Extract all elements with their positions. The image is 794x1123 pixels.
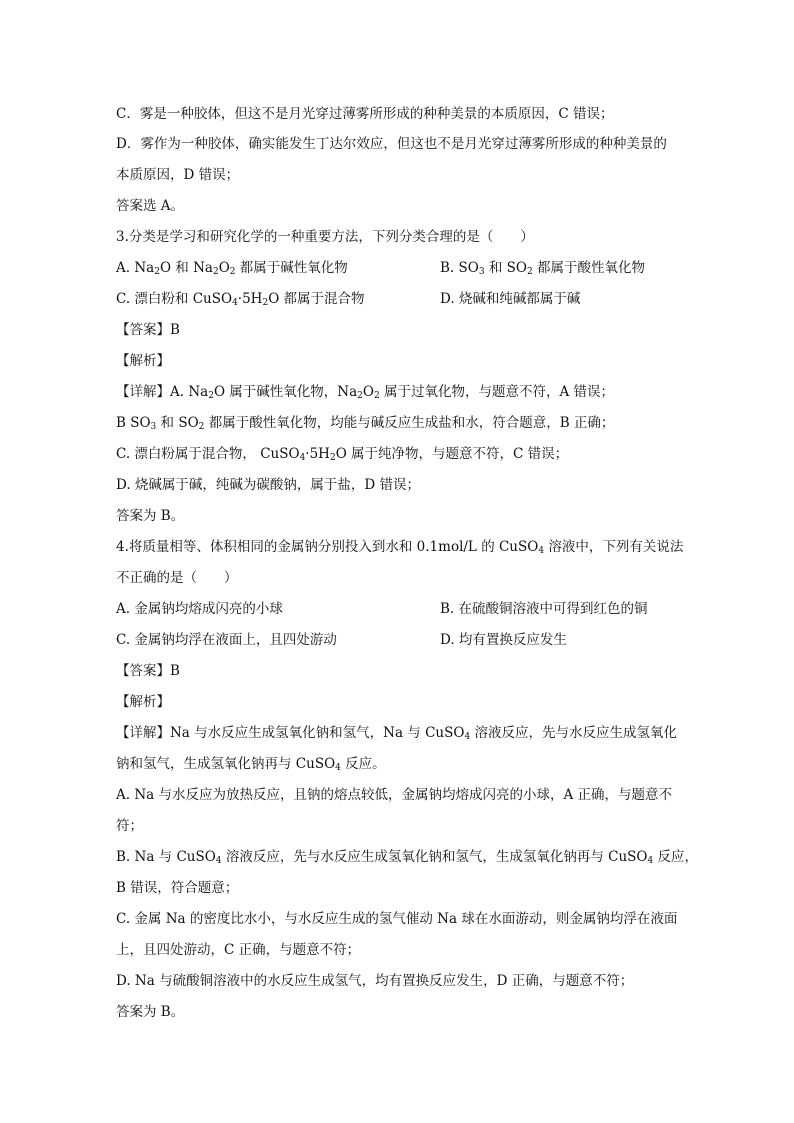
q4-detail-cont: 钠和氢气，生成氢氧化钠再与 CuSO$_4$ 反应。 bbox=[116, 756, 386, 773]
q4-option-a: A. 金属钠均熔成闪亮的小球 bbox=[116, 601, 283, 617]
q4-detail: 【详解】Na 与水反应生成氢氧化钠和氢气，Na 与 CuSO$_4$ 溶液反应，先与水反应生成氢氧化 bbox=[116, 725, 677, 742]
q3-analysis-tag: 【解析】 bbox=[116, 353, 170, 369]
q3-detail-b: B $SO_3$ 和 $SO_2$ 都属于酸性氧化物，均能与碱反应生成盐和水，符合题意，B 正确； bbox=[116, 415, 615, 432]
q4-analysis-tag: 【解析】 bbox=[116, 694, 170, 710]
q4-analysis-a: A. Na 与水反应为放热反应，且钠的熔点较低，金属钠均熔成闪亮的小球，A 正确，与题意不 bbox=[116, 787, 673, 803]
q4-stem-cont: 不正确的是（ ） bbox=[116, 570, 238, 586]
q3-option-d: D. 烧碱和纯碱都属于碱 bbox=[440, 291, 581, 307]
q4-conclusion: 答案为 B。 bbox=[116, 1004, 185, 1020]
prev-option-d-analysis-cont: 本质原因，D 错误； bbox=[116, 167, 240, 183]
q3-option-b: B. $SO_3$ 和 $SO_2$ 都属于酸性氧化物 bbox=[440, 260, 645, 277]
q3-conclusion: 答案为 B。 bbox=[116, 508, 185, 524]
q4-analysis-c-cont: 上，且四处游动，C 正确，与题意不符； bbox=[116, 942, 361, 958]
q4-stem: 4.将质量相等、体积相同的金属钠分别投入到水和 0.1mol/L 的 CuSO$_4$ 溶液中，下列有关说法 bbox=[116, 539, 684, 556]
prev-option-d-analysis: D．雾作为一种胶体，确实能发生丁达尔效应，但这也不是月光穿过薄雾所形成的种种美景的 bbox=[116, 136, 667, 152]
q3-option-c: C. 漂白粉和 $CuSO_4\cdot 5H_2O$ 都属于混合物 bbox=[116, 291, 365, 308]
q4-answer-tag: 【答案】B bbox=[116, 663, 180, 679]
q4-option-b: B. 在硫酸铜溶液中可得到红色的铜 bbox=[440, 601, 648, 617]
q4-analysis-c: C. 金属 Na 的密度比水小，与水反应生成的氢气催动 Na 球在水面游动，则金属钠均浮在液面 bbox=[116, 911, 678, 927]
q4-analysis-a-cont: 符； bbox=[116, 818, 143, 834]
q4-analysis-b: B. Na 与 CuSO$_4$ 溶液反应，先与水反应生成氢氧化钠和氢气，生成氢氧化钠再与 CuSO$_4$ 反应， bbox=[116, 849, 698, 866]
prev-answer: 答案选 A。 bbox=[116, 198, 185, 214]
q3-detail-a: 【详解】A. $Na_2O$ 属于碱性氧化物，$Na_2O_2$ 属于过氧化物，与题意不符，A 错误； bbox=[116, 384, 615, 401]
q4-analysis-d: D. Na 与硫酸铜溶液中的水反应生成氢气，均有置换反应发生，D 正确，与题意不符； bbox=[116, 973, 634, 989]
prev-option-c-analysis: C．雾是一种胶体，但这不是月光穿过薄雾所形成的种种美景的本质原因，C 错误； bbox=[116, 106, 614, 122]
q3-detail-c: C. 漂白粉属于混合物， $CuSO_4\cdot 5H_2O$ 属于纯净物，与题意不符，C 错误； bbox=[116, 446, 569, 463]
q4-option-c: C. 金属钠均浮在液面上，且四处游动 bbox=[116, 632, 337, 648]
q4-option-d: D. 均有置换反应发生 bbox=[440, 632, 567, 648]
q4-analysis-b-cont: B 错误，符合题意； bbox=[116, 880, 239, 896]
q3-stem: 3.分类是学习和研究化学的一种重要方法，下列分类合理的是（ ） bbox=[116, 229, 534, 245]
q3-option-a: A. $Na_2O$ 和 $Na_2O_2$ 都属于碱性氧化物 bbox=[116, 260, 348, 277]
q3-answer-tag: 【答案】B bbox=[116, 322, 180, 338]
q3-detail-d: D. 烧碱属于碱，纯碱为碳酸钠，属于盐，D 错误； bbox=[116, 477, 421, 493]
